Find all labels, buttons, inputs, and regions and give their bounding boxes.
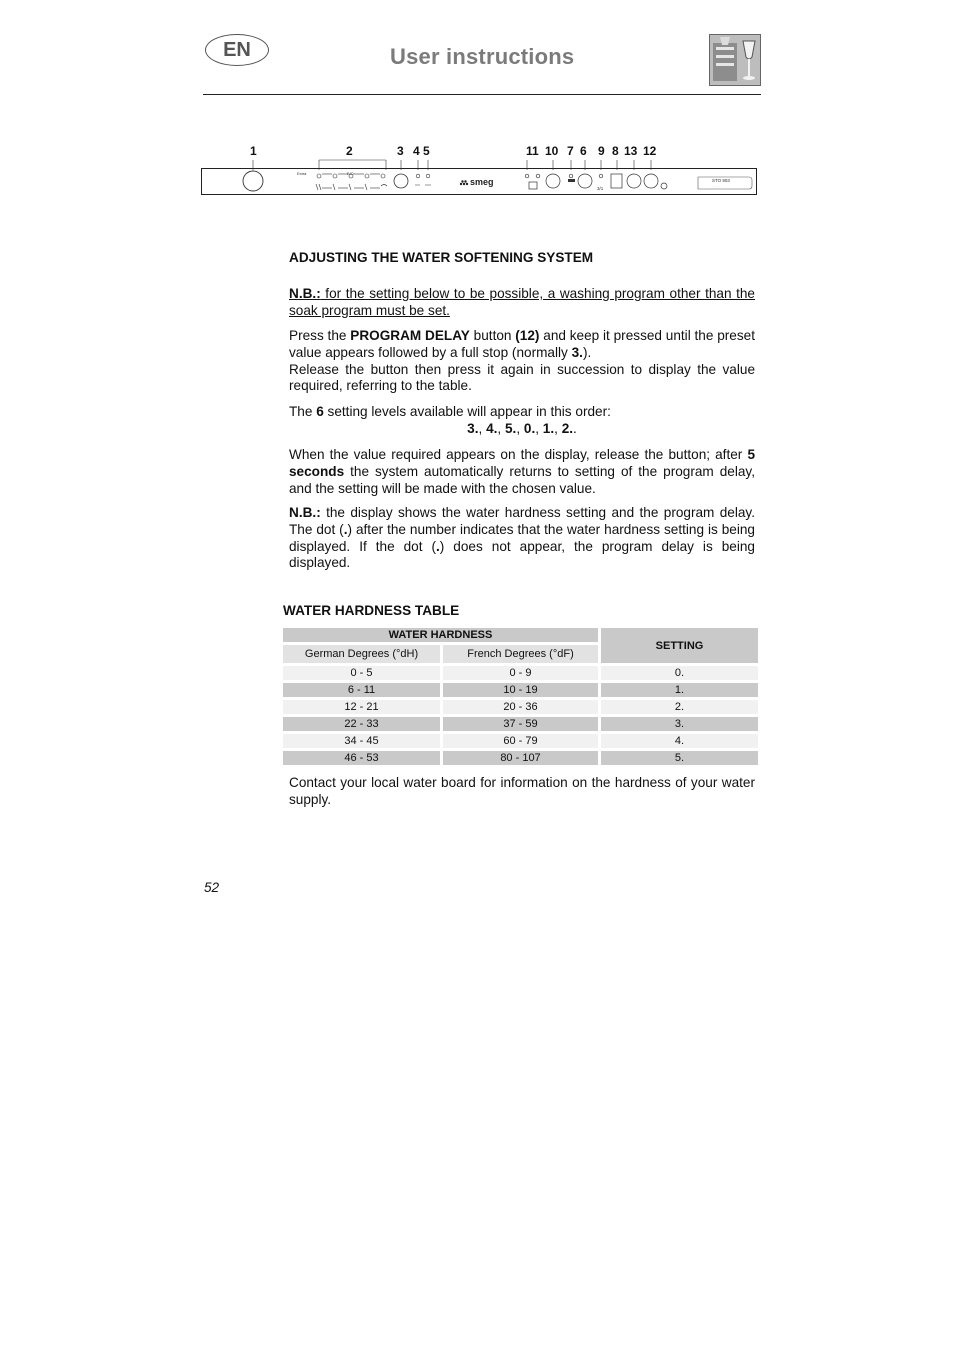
nb-paragraph-1 [289,286,755,320]
table-row: 6 - 11 10 - 19 1. [283,683,758,697]
page-number: 52 [204,880,220,895]
table-row: 22 - 33 37 - 59 3. [283,717,758,731]
table-row: 0 - 5 0 - 9 0. [283,666,758,680]
callout-8: 8 [612,144,619,158]
callout-10: 10 [545,144,559,158]
callout-9: 9 [598,144,605,158]
setting-levels-paragraph: The 6 setting levels available will appear in this order: 3., 4., 5., 0., 1., 2.. [289,404,755,438]
language-badge: EN [205,34,269,66]
header-divider [203,94,761,95]
svg-text:Extra: Extra [297,171,307,176]
page-title: User instructions [390,44,575,69]
brand-logo: smeg [470,177,494,187]
callout-5: 5 [423,144,430,158]
callout-7: 7 [567,144,574,158]
callout-13: 13 [624,144,638,158]
table-row: 12 - 21 20 - 36 2. [283,700,758,714]
nb-paragraph-2: N.B.: the display shows the water hardness setting and the program delay. The dot (.) after the number indicates that the water hardness setting is being displayed. If the dot (.) does not appear, the program delay is being displayed. [289,505,755,571]
svg-text:· · · · · ·: · · · · · · [712,184,723,188]
callout-2: 2 [346,144,353,158]
callout-12: 12 [643,144,657,158]
callout-3: 3 [397,144,404,158]
setting-header: SETTING [601,628,758,663]
group-header: WATER HARDNESS [283,628,598,642]
program-delay-paragraph: Press the PROGRAM DELAY button (12) and keep it pressed until the preset value appears followed by a full stop (normally 3.). Release the button then press it again in succession to display the value required, referring to the table. [289,328,756,394]
nb1-label: N.B.: [289,286,321,301]
table-title: WATER HARDNESS TABLE [283,603,460,618]
svg-text:3/1: 3/1 [597,186,604,191]
callout-1: 1 [250,144,257,158]
callout-4: 4 [413,144,420,158]
dishwasher-thumbnail-icon [709,34,761,86]
callout-11: 11 [526,144,539,158]
setting-levels-sequence: 3., 4., 5., 0., 1., 2.. [467,420,577,436]
release-button-paragraph: When the value required appears on the display, release the button; after 5 seconds the system automatically returns to setting of the program delay, and the setting will be made with the chosen value. [289,447,755,496]
table-row: 46 - 53 80 - 107 5. [283,751,758,765]
french-header: French Degrees (°dF) [443,645,598,663]
callout-6: 6 [580,144,587,158]
water-hardness-table [280,625,761,768]
german-header: German Degrees (°dH) [283,645,440,663]
nb1-text: for the setting below to be possible, a washing program other than the soak program must be set. [289,286,755,318]
contact-water-board-paragraph: Contact your local water board for information on the hardness of your water supply. [289,775,755,807]
bio-label: BIO [347,171,354,176]
table-row: 34 - 45 60 - 79 4. [283,734,758,748]
model-label: STO 903 [712,178,730,183]
section-heading: ADJUSTING THE WATER SOFTENING SYSTEM [289,250,594,265]
control-panel-diagram [201,158,757,196]
